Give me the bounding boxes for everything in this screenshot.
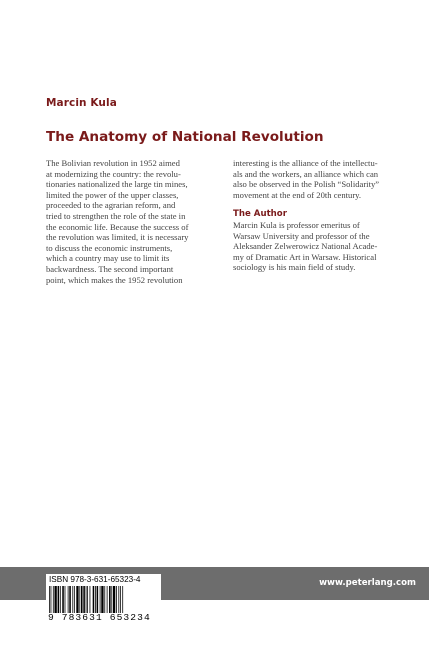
text-line: my of Dramatic Art in Warsaw. Historical — [233, 251, 377, 262]
text-line: proceeded to the agrarian reform, and — [46, 200, 176, 211]
text-line: limited the power of the upper classes, — [46, 189, 179, 200]
text-line: Aleksander Zelwerowicz National Acade- — [233, 241, 378, 252]
text-line: Warsaw University and professor of the — [233, 230, 370, 241]
publisher-website: www.peterlang.com — [319, 578, 416, 588]
text-line: which a country may use to limit its — [46, 253, 170, 264]
text-line: to discuss the economic instruments, — [46, 242, 173, 253]
text-line: tried to strengthen the role of the state in — [46, 210, 186, 221]
text-line: the revolution was limited, it is necessary — [46, 232, 189, 243]
book-title: The Anatomy of National Revolution — [46, 129, 324, 145]
author-heading: The Author — [233, 209, 287, 220]
text-line: interesting is the alliance of the intellectu- — [233, 158, 378, 168]
text-line: point, which makes the 1952 revolution — [46, 274, 183, 285]
text-line: sociology is his main field of study. — [233, 262, 356, 273]
text-line: tionaries nationalized the large tin mines, — [46, 179, 188, 190]
text-line: also be observed in the Polish “Solidarity” — [233, 179, 380, 190]
author-name: Marcin Kula — [46, 97, 117, 109]
description-column-2 — [233, 158, 395, 273]
text-line: als and the workers, an alliance which can — [233, 168, 379, 179]
text-line: Marcin Kula is professor emeritus of — [233, 219, 360, 230]
text-line: The Bolivian revolution in 1952 aimed — [46, 158, 180, 168]
barcode-number: 9 783631 653234 — [48, 612, 151, 623]
text-line: movement at the end of 20th century. — [233, 189, 362, 200]
barcode-area — [46, 574, 161, 626]
text-line: at modernizing the country: the revolu- — [46, 168, 181, 179]
text-line: backwardness. The second important — [46, 263, 174, 274]
description-column-1 — [46, 158, 224, 285]
barcode-icon — [48, 586, 159, 613]
text-line: the economic life. Because the success of — [46, 221, 189, 232]
isbn-label: ISBN 978-3-631-65323-4 — [49, 575, 141, 584]
